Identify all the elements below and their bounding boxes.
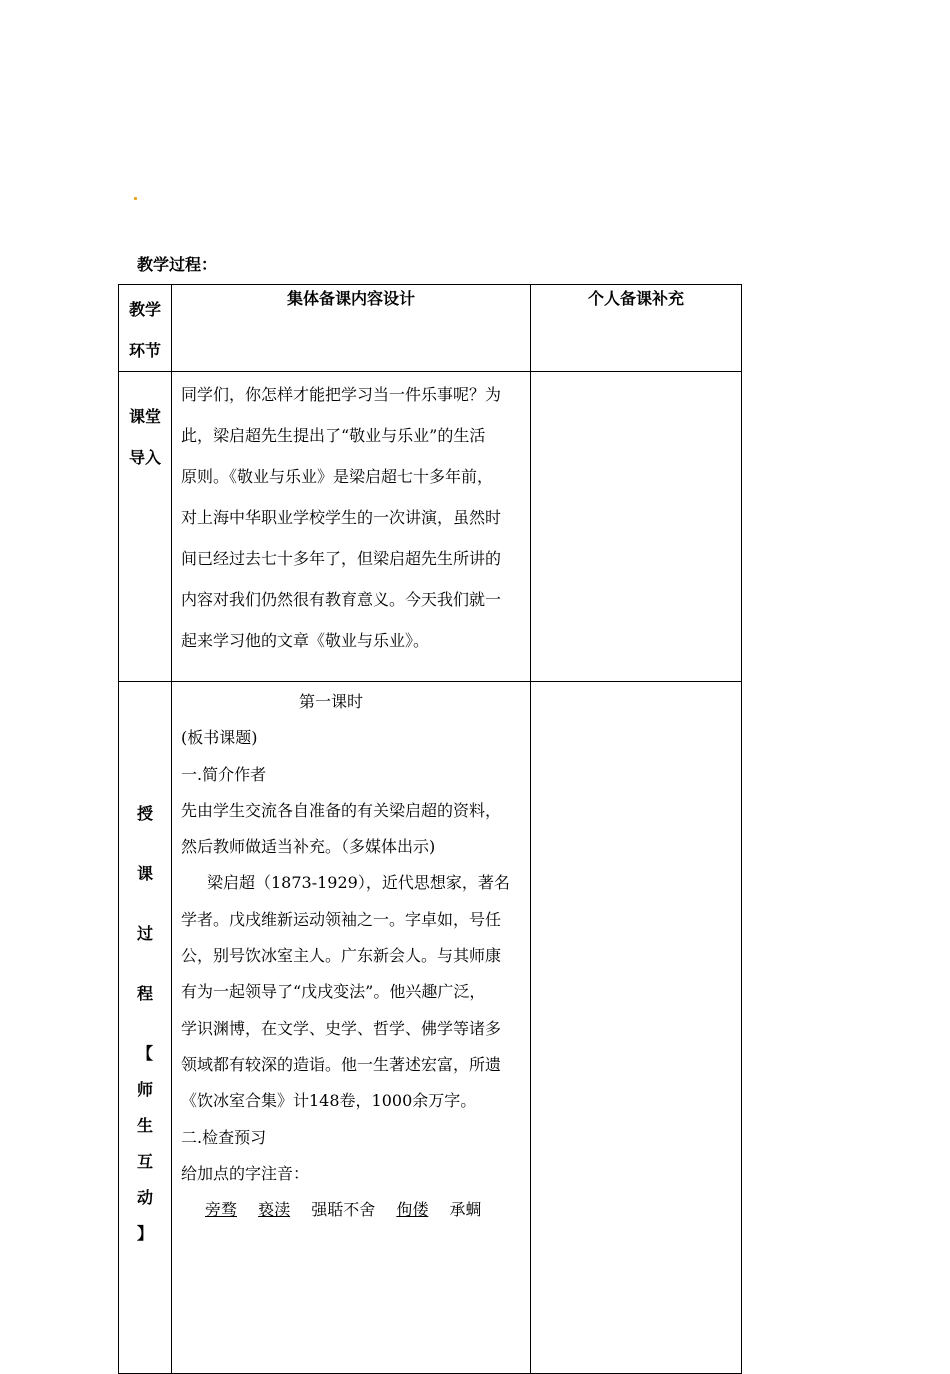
process-stage-char: 师 xyxy=(136,1080,153,1099)
process-personal-cell xyxy=(531,682,742,1374)
intro-line: 对上海中华职业学校学生的一次讲演，虽然时 xyxy=(181,508,502,527)
process-stage-char: 授 xyxy=(136,804,153,823)
intro-stage-cell xyxy=(119,372,172,682)
section-heading: 二.检查预习 xyxy=(181,1127,267,1147)
lesson-period-title: 第一课时 xyxy=(299,692,364,711)
bio-line: 有为一起领导了“戊戌变法”。他兴趣广泛， xyxy=(181,982,486,1002)
lesson-table xyxy=(118,284,742,1374)
process-content xyxy=(172,682,531,1374)
bio-line: 学识渊博，在文学、史学、哲学、佛学等诸多 xyxy=(181,1018,502,1038)
intro-line: 内容对我们仍然很有教育意义。今天我们就一 xyxy=(181,590,502,609)
process-stage-char: 互 xyxy=(136,1152,153,1171)
process-stage-char: 【 xyxy=(136,1044,153,1063)
bio-line: 公，别号饮冰室主人。广东新会人。与其师康 xyxy=(181,946,502,966)
process-stage-cell xyxy=(119,682,172,1374)
intro-stage-line1: 课堂 xyxy=(128,407,161,426)
process-stage-char: 程 xyxy=(136,984,153,1003)
header-stage-line1: 教学 xyxy=(128,300,161,319)
intro-line: 同学们，你怎样才能把学习当一件乐事呢？为 xyxy=(181,385,502,404)
header-stage-cell xyxy=(119,285,172,372)
process-stage-char: 动 xyxy=(136,1188,153,1207)
process-line: 然后教师做适当补充。（多媒体出示) xyxy=(181,837,436,857)
bio-line: 《饮冰室合集》计148卷，1000余万字。 xyxy=(181,1091,477,1111)
intro-line: 起来学习他的文章《敬业与乐业》。 xyxy=(181,631,430,650)
board-note: (板书课题) xyxy=(181,728,258,748)
pinyin-word: 旁骛 xyxy=(205,1200,238,1220)
process-stage-char: 生 xyxy=(136,1116,153,1135)
bio-line: 学者。戊戌维新运动领袖之一。字卓如，号任 xyxy=(181,909,502,929)
process-line: 给加点的字注音： xyxy=(181,1163,310,1183)
process-line: 先由学生交流各自准备的有关梁启超的资料， xyxy=(181,800,502,820)
header-personal: 个人备课补充 xyxy=(531,285,742,372)
pinyin-word: 亵渎 xyxy=(258,1200,291,1220)
process-stage-char: 过 xyxy=(136,924,153,943)
bio-line: 领域都有较深的造诣。他一生著述宏富，所遗 xyxy=(181,1054,502,1074)
pinyin-word: 强聒不舍 xyxy=(311,1200,376,1220)
process-stage-char: 】 xyxy=(136,1224,153,1243)
process-row xyxy=(119,682,742,1374)
intro-line: 间已经过去七十多年了，但梁启超先生所讲的 xyxy=(181,549,502,568)
bio-line: 梁启超（1873-1929），近代思想家，著名 xyxy=(207,873,510,893)
header-row xyxy=(119,285,742,372)
pinyin-word: 佝偻 xyxy=(396,1200,429,1220)
pinyin-word-list xyxy=(181,1192,522,1228)
intro-line: 此，梁启超先生提出了“敬业与乐业”的生活 xyxy=(181,426,486,445)
intro-content xyxy=(172,372,531,682)
header-collective: 集体备课内容设计 xyxy=(172,285,531,372)
intro-stage-line2: 导入 xyxy=(128,448,161,467)
decorative-dot xyxy=(134,197,137,200)
header-stage-line2: 环节 xyxy=(128,341,161,360)
process-stage-char: 课 xyxy=(136,864,153,883)
intro-personal-cell xyxy=(531,372,742,682)
section-heading: 一.简介作者 xyxy=(181,764,267,784)
intro-line: 原则。《敬业与乐业》是梁启超七十多年前， xyxy=(181,467,494,486)
intro-row xyxy=(119,372,742,682)
section-title: 教学过程： xyxy=(137,255,218,274)
pinyin-word: 承蜩 xyxy=(449,1200,482,1220)
